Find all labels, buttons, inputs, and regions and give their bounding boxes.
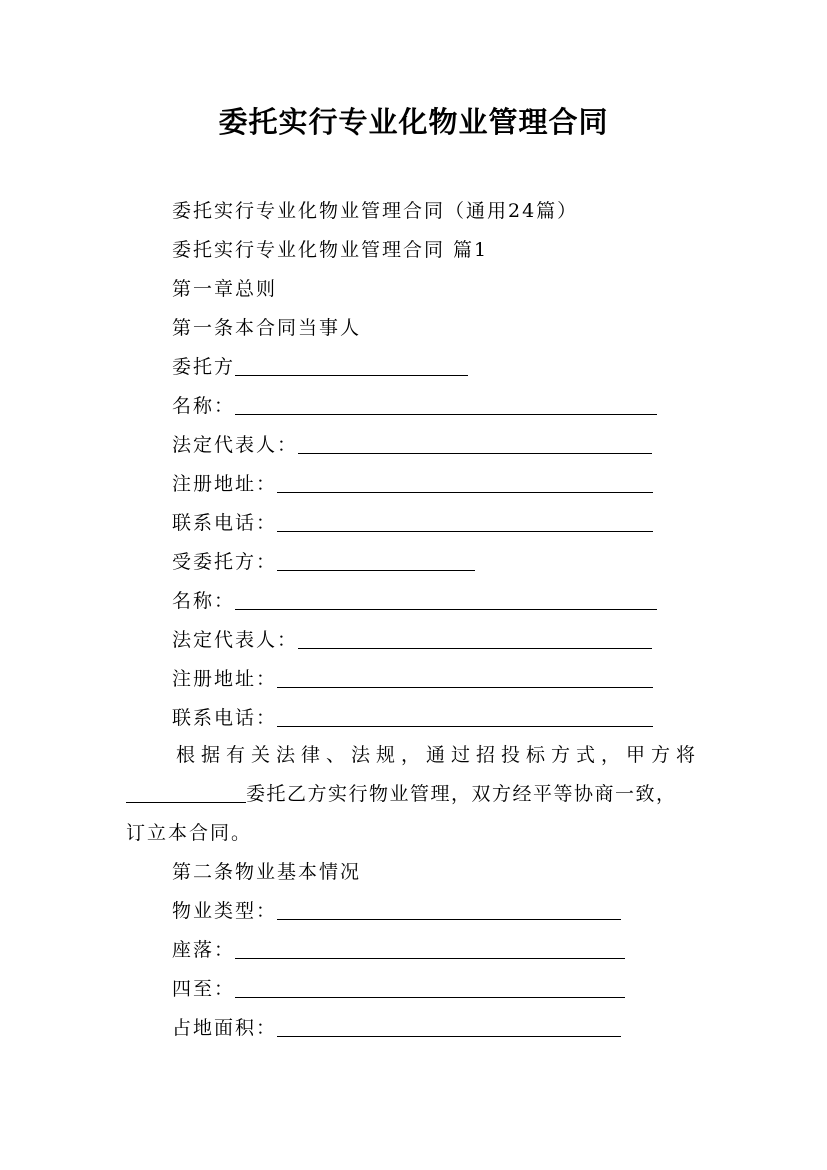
client-address-blank[interactable] — [277, 476, 653, 493]
agreement-paragraph — [126, 736, 726, 853]
client-representative-line — [172, 430, 652, 460]
client-phone-label: 联系电话： — [172, 512, 278, 534]
contractor-address-line — [172, 664, 653, 694]
client-name-label: 名称： — [172, 395, 236, 417]
contractor-representative-blank[interactable] — [298, 632, 652, 649]
boundaries-label: 四至： — [172, 978, 236, 1000]
paragraph-row-2 — [126, 775, 726, 814]
client-name-blank[interactable] — [235, 398, 657, 415]
boundaries-line — [172, 974, 625, 1004]
client-phone-line — [172, 508, 653, 538]
location-blank[interactable] — [235, 942, 625, 959]
paragraph-part-1: 根据有关法律、法规，通过招投标方式，甲方将 — [176, 744, 702, 766]
chapter-heading-line — [172, 274, 277, 304]
land-area-label: 占地面积： — [172, 1017, 278, 1039]
client-name-line — [172, 391, 657, 421]
contractor-address-blank[interactable] — [277, 671, 653, 688]
contractor-phone-line — [172, 703, 653, 733]
contractor-field-line — [172, 547, 475, 577]
property-blank[interactable] — [126, 786, 246, 803]
article-two-heading-text: 第二条物业基本情况 — [172, 861, 362, 883]
paragraph-row-1 — [126, 736, 726, 775]
location-line — [172, 935, 625, 965]
property-type-blank[interactable] — [277, 903, 621, 920]
article-heading-line — [172, 313, 361, 343]
property-type-label: 物业类型： — [172, 900, 278, 922]
subtitle-text: 委托实行专业化物业管理合同（通用24篇） — [172, 200, 579, 222]
location-label: 座落： — [172, 939, 236, 961]
article-heading-text: 第一条本合同当事人 — [172, 317, 362, 339]
paragraph-row-3 — [126, 814, 726, 853]
contractor-name-label: 名称： — [172, 590, 236, 612]
client-address-line — [172, 469, 653, 499]
article-two-heading-line — [172, 857, 361, 887]
client-representative-label: 法定代表人： — [172, 434, 299, 456]
contractor-representative-line — [172, 625, 652, 655]
contractor-name-blank[interactable] — [235, 593, 657, 610]
client-address-label: 注册地址： — [172, 473, 278, 495]
client-phone-blank[interactable] — [277, 515, 653, 532]
contractor-address-label: 注册地址： — [172, 668, 278, 690]
contractor-phone-label: 联系电话： — [172, 707, 278, 729]
subtitle-line — [172, 196, 578, 226]
section-heading-line — [172, 235, 488, 265]
client-field-line — [172, 352, 468, 382]
contractor-phone-blank[interactable] — [277, 710, 653, 727]
chapter-heading-text: 第一章总则 — [172, 278, 278, 300]
property-type-line — [172, 896, 621, 926]
boundaries-blank[interactable] — [235, 981, 625, 998]
client-label: 委托方 — [172, 356, 236, 378]
paragraph-part-2: 委托乙方实行物业管理，双方经平等协商一致， — [246, 783, 677, 805]
client-representative-blank[interactable] — [298, 437, 652, 454]
contractor-label: 受委托方： — [172, 551, 278, 573]
section-heading-text: 委托实行专业化物业管理合同 篇1 — [172, 239, 489, 261]
land-area-line — [172, 1013, 621, 1043]
contractor-blank[interactable] — [277, 554, 475, 571]
land-area-blank[interactable] — [277, 1020, 621, 1037]
contractor-representative-label: 法定代表人： — [172, 629, 299, 651]
paragraph-part-3: 订立本合同。 — [126, 822, 253, 844]
client-blank[interactable] — [235, 359, 468, 376]
document-title: 委托实行专业化物业管理合同 — [218, 105, 609, 139]
contractor-name-line — [172, 586, 657, 616]
